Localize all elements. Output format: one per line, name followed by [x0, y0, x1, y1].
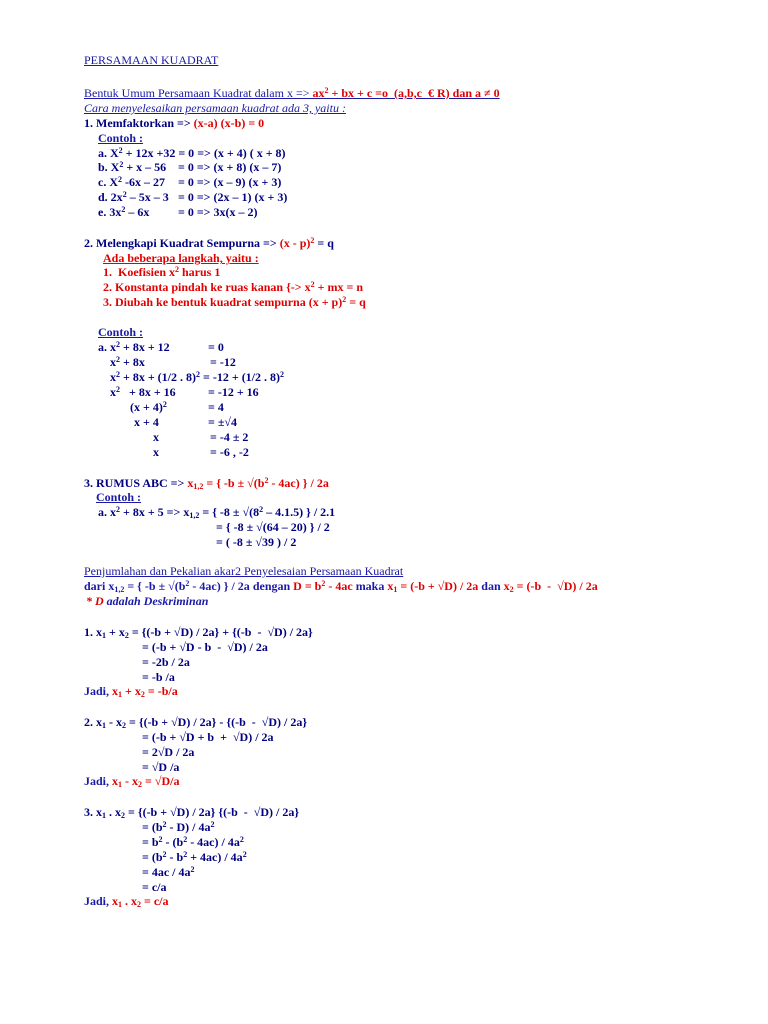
method2-steps-title: Ada beberapa langkah, yaitu :: [103, 251, 259, 265]
method2-row-1: a. $x^2 + 8x + 12$: [98, 340, 170, 354]
method3-contoh: Contoh :: [96, 490, 142, 504]
page-title: PERSAMAAN KUADRAT: [84, 53, 219, 67]
method1-contoh: Contoh :: [98, 131, 144, 145]
method2-row-4-result: = -12 + 16: [208, 385, 259, 399]
method1-example-c-result: = 0 => (x – 9) (x + 3): [178, 175, 282, 189]
prod-line-1: 3. $x_1$ . $x_2 = \{(-b + √D) / 2a\}$ {(-b - √D) / 2a}: [84, 805, 300, 820]
sum-conclusion: Jadi, $x_1 + x_2 = -b/a$: [84, 684, 178, 699]
diff-line-1: 2. $x_1 - x_2 = \{(-b + √D) / 2a\} - \{(-b - √D) / 2a\}$: [84, 715, 308, 730]
method2-row-7-result: = -4 ± 2: [210, 430, 249, 444]
sum-line-1: 1. $x_1 + x_2 = \{(-b + √D) / 2a\} + \{(-b - √D) / 2a\}$: [84, 625, 313, 640]
method3-line-2: = { -8 ± √(64 – 20) } / 2: [216, 520, 330, 534]
method1-example-d-result: = 0 => (2x – 1) (x + 3): [178, 190, 288, 204]
method3-heading: 3. RUMUS ABC => $x_{1,2}$ = { $-b \pm √(b^2 - 4ac)$ } / 2a: [84, 476, 329, 491]
method1-formula: (x-a) (x-b) = 0: [193, 116, 265, 130]
prod-conclusion: Jadi, $x_1$ . $x_2 = c/a$: [84, 894, 169, 909]
method2-step3: 3. Diubah ke bentuk kuadrat sempurna $(x + p)^2 = q$: [103, 295, 366, 309]
section2-note: * D adalah Deskriminan: [86, 594, 209, 608]
method2-row-8: x: [153, 445, 159, 459]
diff-line-4: = √D /a: [142, 760, 180, 774]
method2-row-8-result: = -6 , -2: [210, 445, 249, 459]
section2-x2: $x_2 = (-b - √D) / 2a$: [503, 579, 598, 594]
method2-step1: 1. Koefisien $x^2$ harus 1: [103, 265, 221, 279]
method2-row-5-result: = 4: [208, 400, 224, 414]
method2-row-6-result: = ±√4: [208, 415, 238, 429]
section2-dari-line: dari $x_{1,2}$ = { $-b \pm √(b^2 - 4ac)$ } / 2a dengan $D = b^2 - 4ac$ maka $x_1 = (-b + √D) / 2a$ dan $x_2 = (-b - √D) / 2a$: [84, 579, 598, 594]
prod-line-6: = c/a: [142, 880, 167, 894]
sum-line-2: = (-b + √D - b - √D) / 2a: [142, 640, 268, 654]
prod-line-5: = $4ac / 4a^2$: [142, 865, 195, 879]
method2-row-4: $x^2 + 8x + 16$: [110, 385, 176, 399]
method1-example-c: c. $X^2$ -6x – 27: [98, 175, 165, 189]
section2-D-definition: $D = b^2 - 4ac$: [293, 579, 353, 593]
diff-line-3: = 2√D / 2a: [142, 745, 195, 759]
method1-example-b-result: = 0 => (x + 8) (x – 7): [178, 160, 282, 174]
method3-line-3: = ( -8 ± √39 ) / 2: [216, 535, 297, 549]
method2-row-6: x + 4: [134, 415, 159, 429]
method1-example-e-result: = 0 => 3x(x – 2): [178, 205, 258, 219]
method2-row-3: $x^2 + 8x + (1/2$ . 8)$^2$ = -12 + (1/2 . 8)$^2$: [110, 370, 285, 384]
methods-line: Cara menyelesaikan persamaan kuadrat ada 3, yaitu :: [84, 101, 346, 115]
prod-line-2: = $(b^2 - D) / 4a^2$: [142, 820, 215, 834]
general-form-line: [84, 86, 500, 100]
general-form-formula: $ax^2$ + bx + c =o (a,b,c € R) dan a ≠ 0: [312, 86, 500, 100]
section2-heading: Penjumlahan dan Pekalian akar2 Penyelesaian Persamaan Kuadrat: [84, 564, 404, 578]
method1-example-d: d. $2x^2 - 5x - 3$: [98, 190, 169, 204]
method3-line-1: a. $x^2 + 8x + 5 => x_{1,2}$ = { $-8 \pm √(8^2 - 4.1.5)$ } / 2.1: [98, 505, 336, 520]
prod-line-4: = $(b^2 - b^2 + 4ac) / 4a^2$: [142, 850, 247, 864]
section2-x1: $x_1 = (-b + √D) / 2a$: [387, 579, 479, 594]
method2-row-5: $(x + 4)^2$: [130, 400, 167, 414]
method1-heading: 1. Memfaktorkan => (x-a) (x-b) = 0: [84, 116, 265, 130]
method1-example-e: e. $3x^2 - 6x$: [98, 205, 150, 219]
method2-step2: 2. Konstanta pindah ke ruas kanan {-> $x^2$ + mx = n: [103, 280, 363, 294]
method3-formula: $x_{1,2}$ = { $-b \pm √(b^2 - 4ac)$ } / 2a: [187, 476, 329, 491]
method2-row-1-result: = 0: [208, 340, 224, 354]
method1-example-a: a. $X^2 + 12x +32 = 0 => (x + 4)$ ( x + 8): [98, 146, 286, 160]
method2-contoh: Contoh :: [98, 325, 144, 339]
sum-line-3: = -2b / 2a: [142, 655, 190, 669]
method2-row-7: x: [153, 430, 159, 444]
method1-example-b: b. $X^2 + x - 56$: [98, 160, 167, 174]
sum-line-4: = -b /a: [142, 670, 175, 684]
general-form-label: Bentuk Umum Persamaan Kuadrat dalam x =>: [84, 86, 310, 100]
method2-heading: 2. Melengkapi Kuadrat Sempurna => (x - p)$^2$ = q: [84, 236, 334, 250]
diff-line-2: = (-b + √D + b + √D) / 2a: [142, 730, 274, 744]
diff-conclusion: Jadi, $x_1 - x_2 = √D/a$: [84, 774, 180, 789]
prod-line-3: = $b^2 - (b^2 - 4ac) / 4a^2$: [142, 835, 244, 849]
method2-row-2: $x^2 + 8x$: [110, 355, 145, 369]
method2-row-2-result: = -12: [210, 355, 236, 369]
method2-formula: (x - p)$^2$: [279, 236, 315, 250]
